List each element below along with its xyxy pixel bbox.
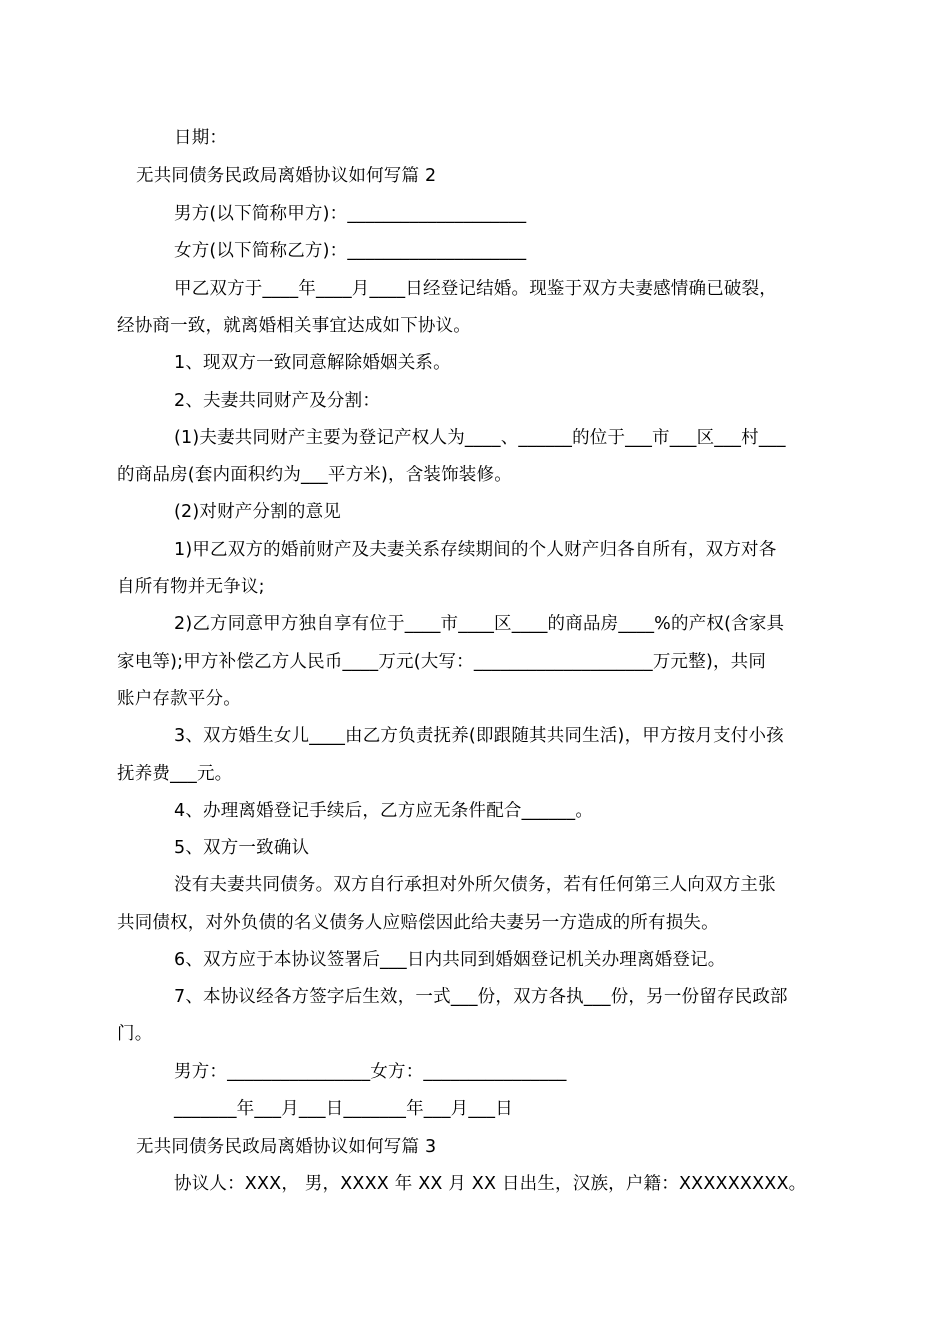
paragraph-line: 门。 — [117, 1024, 153, 1044]
clause-6: 6、双方应于本协议签署后___日内共同到婚姻登记机关办理离婚登记。 — [174, 950, 726, 970]
signature-line: 男方：________________女方：________________ — [174, 1062, 567, 1082]
date-blanks-line: _______年___月___日_______年___月___日 — [174, 1099, 513, 1119]
clause-4: 4、办理离婚登记手续后，乙方应无条件配合______。 — [174, 801, 594, 821]
paragraph-line: 抚养费___元。 — [117, 764, 233, 784]
party-female-line: 女方(以下简称乙方)：____________________ — [174, 241, 527, 261]
paragraph-line: 1)甲乙双方的婚前财产及夫妻关系存续期间的个人财产归各自所有，双方对各 — [174, 540, 777, 560]
clause-2-2: (2)对财产分割的意见 — [174, 502, 341, 522]
paragraph-line: 家电等);甲方补偿乙方人民币____万元(大写：____________________万元整)，共同 — [117, 652, 767, 672]
paragraph-line: 的商品房(套内面积约为___平方米)，含装饰装修。 — [117, 465, 512, 485]
paragraph-line: 2)乙方同意甲方独自享有位于____市____区____的商品房____%的产权(含家具 — [174, 614, 785, 634]
paragraph-line: 经协商一致，就离婚相关事宜达成如下协议。 — [117, 316, 471, 336]
party-male-line: 男方(以下简称甲方)：____________________ — [174, 204, 527, 224]
section-heading-2: 无共同债务民政局离婚协议如何写篇 2 — [136, 166, 437, 186]
paragraph-line: 自所有物并无争议; — [117, 577, 265, 597]
clause-7: 7、本协议经各方签字后生效，一式___份，双方各执___份，另一份留存民政部 — [174, 987, 788, 1007]
date-label: 日期： — [174, 128, 228, 148]
clause-5: 5、双方一致确认 — [174, 838, 310, 858]
clause-2: 2、夫妻共同财产及分割： — [174, 391, 381, 411]
clause-3: 3、双方婚生女儿____由乙方负责抚养(即跟随其共同生活)，甲方按月支付小孩 — [174, 726, 784, 746]
section-heading-3: 无共同债务民政局离婚协议如何写篇 3 — [136, 1137, 437, 1157]
paragraph-line: (1)夫妻共同财产主要为登记产权人为____、______的位于___市___区___村___ — [174, 428, 786, 448]
paragraph-line: 共同债权，对外负债的名义债务人应赔偿因此给夫妻另一方造成的所有损失。 — [117, 913, 719, 933]
paragraph-line: 账户存款平分。 — [117, 689, 241, 709]
clause-1: 1、现双方一致同意解除婚姻关系。 — [174, 353, 451, 373]
paragraph-line: 甲乙双方于____年____月____日经登记结婚。现鉴于双方夫妻感情确已破裂， — [174, 279, 777, 299]
paragraph-line: 没有夫妻共同债务。双方自行承担对外所欠债务，若有任何第三人向双方主张 — [174, 875, 776, 895]
party-info-line: 协议人：XXX， 男，XXXX 年 XX 月 XX 日出生，汉族，户籍：XXXXXXXXX。 — [174, 1174, 807, 1194]
